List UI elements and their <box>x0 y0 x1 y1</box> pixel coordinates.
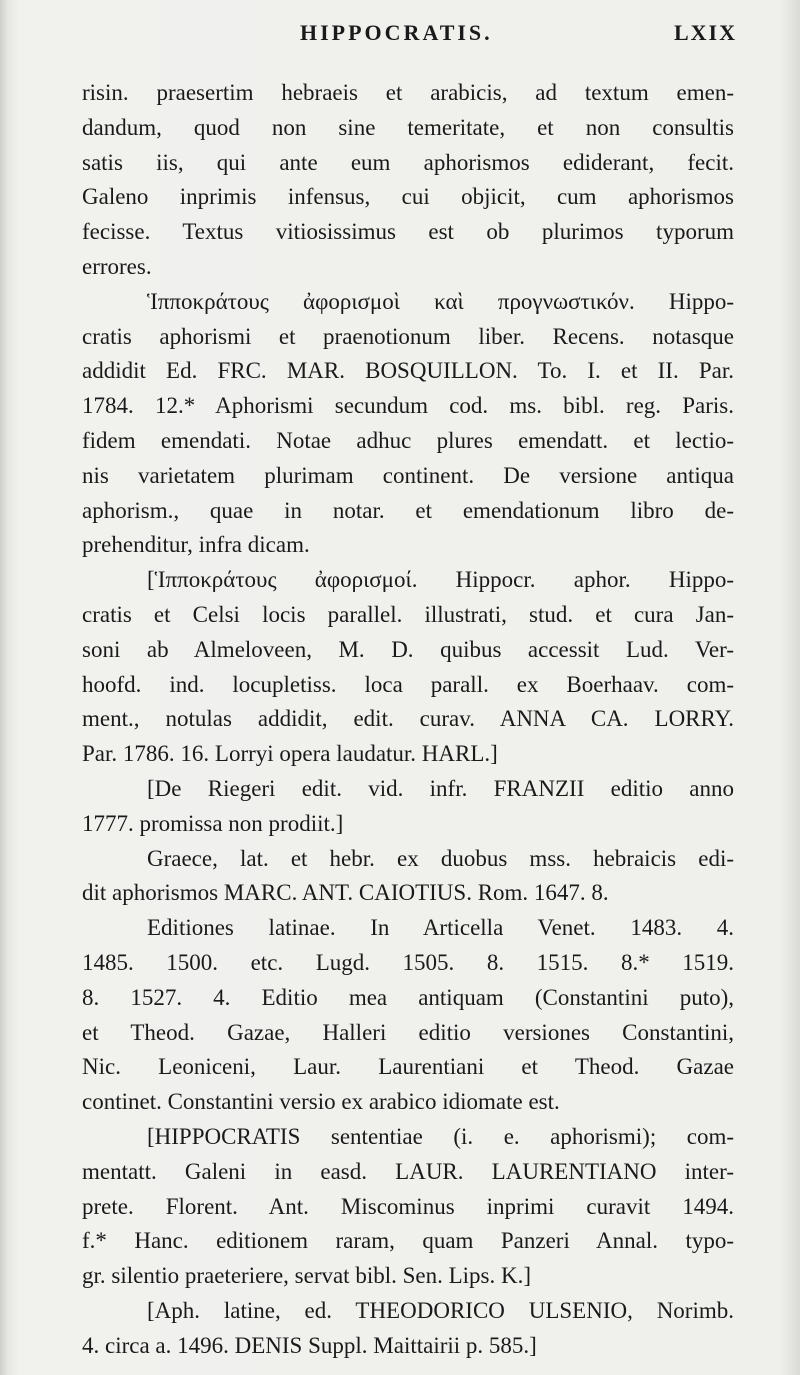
text-line: fidem emendati. Notae adhuc plures emendatt. et lectio- <box>82 427 734 453</box>
text-line: ment., notulas addidit, edit. curav. ANNA CA. LORRY. <box>82 706 734 732</box>
text-line: Graece, lat. et hebr. ex duobus mss. hebraicis edi- <box>147 845 734 871</box>
text-line: [De Riegeri edit. vid. infr. FRANZII editio anno <box>147 775 734 801</box>
text-line: aphorism., quae in notar. et emendationum libro de- <box>82 497 734 523</box>
text-line: f.* Hanc. editionem raram, quam Panzeri Annal. typo- <box>82 1228 734 1254</box>
text-line: mentatt. Galeni in easd. LAUR. LAURENTIANO inter- <box>82 1158 734 1184</box>
text-line: dandum, quod non sine temeritate, et non consultis <box>82 114 734 140</box>
page-header <box>0 20 800 50</box>
text-line: 4. circa a. 1496. DENIS Suppl. Maittairii p. 585.] <box>82 1332 537 1358</box>
text-line: addidit Ed. FRC. MAR. BOSQUILLON. To. I. et II. Par. <box>82 358 734 384</box>
text-line: et Theod. Gazae, Halleri editio versiones Constantini, <box>82 1019 734 1045</box>
text-line: 1485. 1500. etc. Lugd. 1505. 8. 1515. 8.* 1519. <box>82 949 734 975</box>
text-line: 8. 1527. 4. Editio mea antiquam (Constantini puto), <box>82 984 734 1010</box>
page-number: LXIX <box>674 20 738 45</box>
text-line: 1784. 12.* Aphorismi secundum cod. ms. bibl. reg. Paris. <box>82 393 734 419</box>
text-line: Editiones latinae. In Articella Venet. 1483. 4. <box>147 915 734 941</box>
text-line: Ἱπποκράτους ἀφορισμοὶ καὶ προγνωστικόν. Hippo- <box>147 288 734 314</box>
text-line: prete. Florent. Ant. Miscominus inprimi curavit 1494. <box>82 1193 734 1219</box>
text-line: [Aph. latine, ed. THEODORICO ULSENIO, Norimb. <box>147 1297 734 1323</box>
text-line: satis iis, qui ante eum aphorismos ediderant, fecit. <box>82 149 734 175</box>
running-title: HIPPOCRATIS. <box>300 20 493 45</box>
text-line: nis varietatem plurimam continent. De versione antiqua <box>82 462 734 488</box>
text-line: continet. Constantini versio ex arabico idiomate est. <box>82 1089 560 1115</box>
text-line: [Ἱπποκράτους ἀφορισμοί. Hippocr. aphor. Hippo- <box>147 567 734 593</box>
text-line: cratis aphorismi et praenotionum liber. Recens. notasque <box>82 323 734 349</box>
text-line: gr. silentio praeteriere, servat bibl. Sen. Lips. K.] <box>82 1263 532 1289</box>
text-line: 1777. promissa non prodiit.] <box>82 810 344 836</box>
text-line: Galeno inprimis infensus, cui objicit, cum aphorismos <box>82 184 734 210</box>
body-text <box>82 76 734 1363</box>
text-line: cratis et Celsi locis parallel. illustrati, stud. et cura Jan- <box>82 601 734 627</box>
text-line: risin. praesertim hebraeis et arabicis, ad textum emen- <box>82 80 734 105</box>
text-line: Par. 1786. 16. Lorryi opera laudatur. HARL.] <box>82 741 498 767</box>
text-line: [HIPPOCRATIS sententiae (i. e. aphorismi); com- <box>147 1123 734 1149</box>
text-line: hoofd. ind. locupletiss. loca parall. ex Boerhaav. com- <box>82 671 734 697</box>
text-line: Nic. Leoniceni, Laur. Laurentiani et Theod. Gazae <box>82 1054 734 1080</box>
text-line: dit aphorismos MARC. ANT. CAIOTIUS. Rom. 1647. 8. <box>82 880 609 906</box>
text-line: fecisse. Textus vitiosissimus est ob plurimos typorum <box>82 219 734 245</box>
text-line: errores. <box>82 253 152 279</box>
text-line: prehenditur, infra dicam. <box>82 532 310 558</box>
text-line: soni ab Almeloveen, M. D. quibus accessit Lud. Ver- <box>82 636 734 662</box>
